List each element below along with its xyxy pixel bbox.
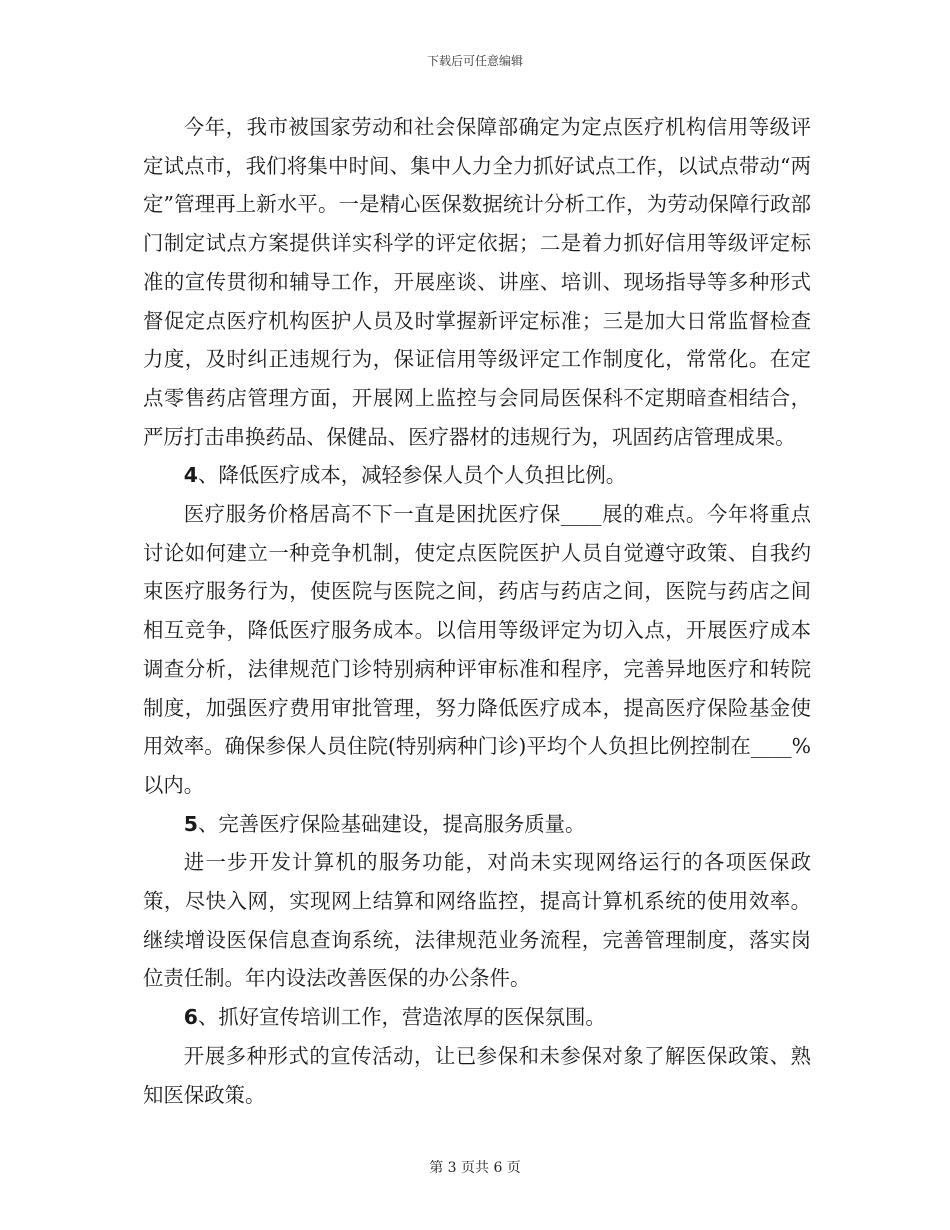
section-heading-5 (143, 805, 811, 844)
section-number: 4 (183, 463, 198, 488)
section-heading-text: 、降低医疗成本，减轻参保人员个人负担比例。 (198, 463, 627, 488)
section-heading-4 (143, 456, 811, 495)
page-footer: 第 3 页共 6 页 (429, 1160, 521, 1176)
section-number: 6 (183, 1005, 198, 1030)
paragraph-publicity: 开展多种形式的宣传活动，让已参保和未参保对象了解医保政策、熟知医保政策。 (143, 1043, 811, 1107)
paragraph-pilot-work: 今年，我市被国家劳动和社会保障部确定为定点医疗机构信用等级评定试点市，我们将集中时间、集中人力全力抓好试点工作，以试点带动“两定”管理再上新水平。一是精心医保数据统计分析工作，为劳动保障行政部门制定试点方案提供详实科学的评定依据；二是着力抓好信用等级评定标准的宣传贯彻和辅导工作，开展座谈、讲座、培训、现场指导等多种形式督促定点医疗机构医护人员及时掌握新评定标准；三是加大日常监督检查力度，及时纠正违规行为，保证信用等级评定工作制度化，常常化。在定点零售药店管理方面，开展网上监控与会同局医保科不定期暗查相结合，严厉打击串换药品、保健品、医疗器材的违规行为，巩固药店管理成果。 (143, 115, 811, 449)
section-heading-6 (143, 998, 811, 1037)
paragraph-infrastructure: 进一步开发计算机的服务功能，对尚未实现网络运行的各项医保政策，尽快入网，实现网上结算和网络监控，提高计算机系统的使用效率。继续增设医保信息查询系统，法律规范业务流程，完善管理制度，落实岗位责任制。年内设法改善医保的办公条件。 (143, 850, 811, 991)
section-heading-text: 、抓好宣传培训工作，营造浓厚的医保氛围。 (198, 1005, 606, 1030)
paragraph-reduce-cost: 医疗服务价格居高不下一直是困扰医疗保____展的难点。今年将重点讨论如何建立一种竞争机制，使定点医院医护人员自觉遵守政策、自我约束医疗服务行为，使医院与医院之间，药店与药店之间，医院与药店之间相互竞争，降低医疗服务成本。以信用等级评定为切入点，开展医疗成本调查分析，法律规范门诊特别病种评审标准和程序，完善异地医疗和转院制度，加强医疗费用审批管理，努力降低医疗成本，提高医疗保险基金使用效率。确保参保人员住院(特别病种门诊)平均个人负担比例控制在____%以内。 (143, 502, 811, 797)
document-body (143, 108, 811, 1114)
section-number: 5 (183, 811, 198, 836)
page-header: 下载后可任意编辑 (426, 54, 523, 68)
section-heading-text: 、完善医疗保险基础建设，提高服务质量。 (198, 811, 586, 836)
